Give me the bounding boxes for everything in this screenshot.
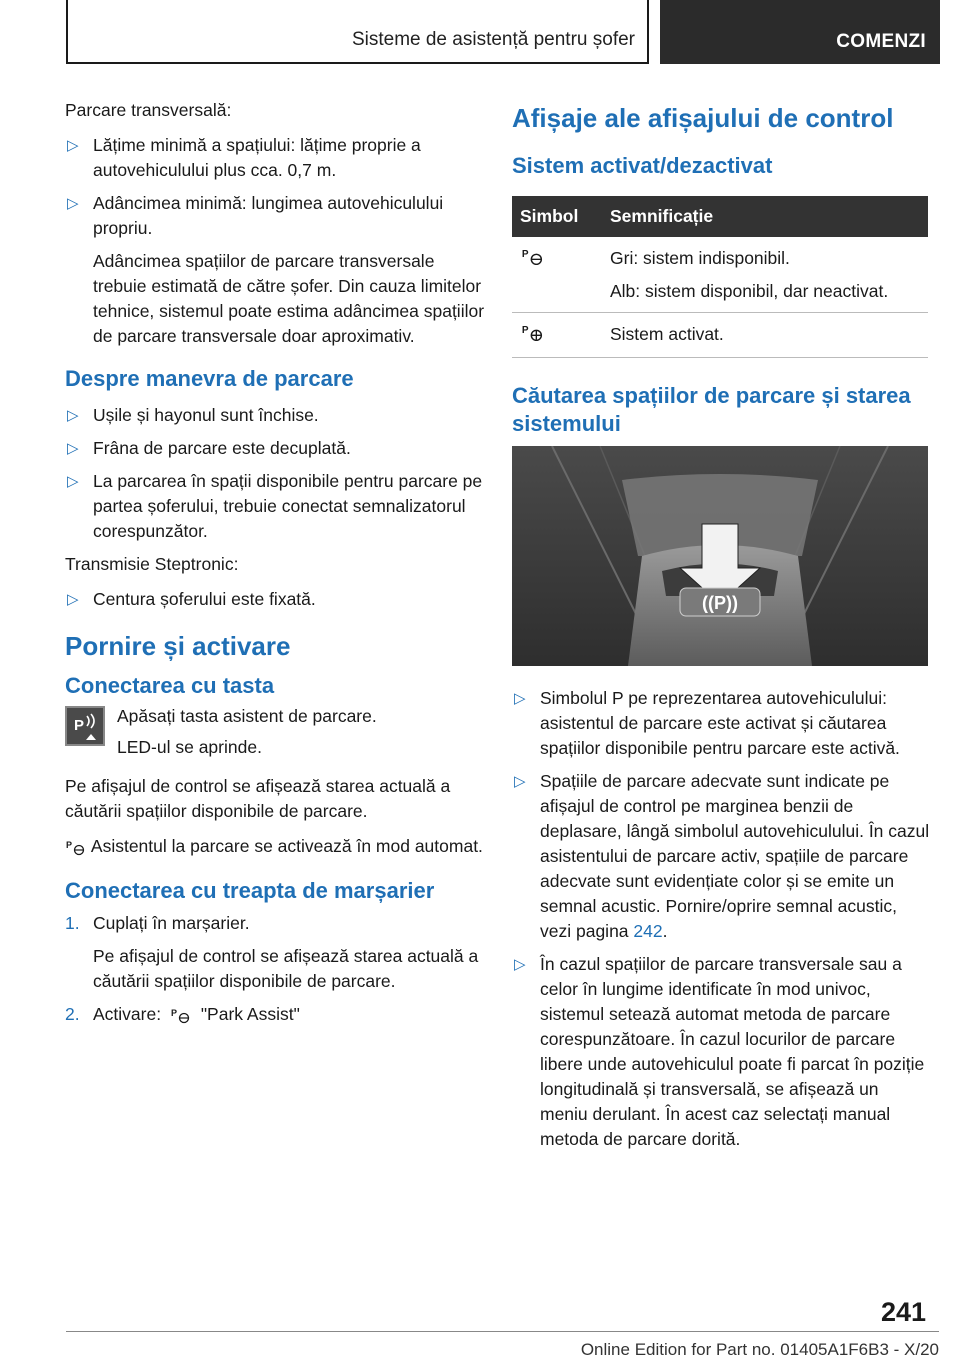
list-item: ▷ Spațiile de parcare adecvate sunt indicate pe afișajul de control pe marginea benzii de deplasare, lângă simbolul autovehiculului. În cazul asistentului de parcare activ, spațiile de parcare adecvate sunt evidențiate color și se emite un semnal acustic. Pornire/oprire semnal acustic, vezi pagina 242. (514, 771, 930, 941)
list-item: ▷ Simbolul P pe reprezentarea autovehiculului: asistentul de parcare este activat și căutarea spațiilor disponibile pentru parcare este activă. (514, 688, 900, 758)
list-item: 1. Cuplați în marșarier. Pe afișajul de control se afișează starea actuală a căutării spațiilor disponibile de parcare. (65, 913, 479, 991)
list-item: ▷ La parcarea în spații disponibile pentru parcare pe partea șoferului, trebuie conectat semnalizatorul corespunzător. (67, 471, 483, 541)
svg-text:P: P (74, 717, 85, 734)
page-number: 241 (880, 1297, 926, 1327)
steptronic-label: Transmisie Steptronic: (65, 554, 239, 574)
triangle-bullet-icon: ▷ (67, 440, 79, 457)
svg-text:P: P (66, 840, 73, 850)
table-row: P Gri: sistem indisponibil. Alb: sistem disponibil, dar neactivat. (512, 237, 928, 313)
triangle-bullet-icon: ▷ (67, 137, 79, 154)
heading-cautarea: Căutarea spațiilor de parcare și starea sistemului (512, 383, 911, 436)
right-column (512, 102, 930, 1160)
heading-treapta: Conectarea cu treapta de marșarier (65, 878, 435, 903)
tasta-line1: Apăsați tasta asistent de parcare. (117, 706, 377, 726)
symbol-table (512, 196, 928, 358)
list-item: ▷ Lățime minimă a spațiului: lățime proprie a autovehiculului plus cca. 0,7 m. (67, 135, 421, 180)
svg-text:P: P (170, 1008, 177, 1018)
header-chapter (660, 0, 940, 64)
heading-tasta: Conectarea cu tasta (65, 673, 275, 698)
header-section-title: Sisteme de asistență pentru șofer (351, 29, 635, 50)
table-header-semnificatie: Semnificație (602, 196, 928, 237)
heading-afisaje: Afișaje ale afișajului de control (512, 103, 894, 133)
table-header-simbol: Simbol (512, 196, 602, 237)
left-column (65, 98, 485, 1035)
list-item: ▷ Centura șoferului este fixată. (65, 587, 485, 612)
list-item: 2. Activare: P "Park Assist" (65, 1004, 300, 1024)
depth-note: Adâncimea spațiilor de parcare transversale trebuie estimată de către șofer. Din cauza limitelor tehnice, sistemul poate estima adâncimea spațiilor de parcare transversale doar aproximativ. (93, 251, 485, 346)
bullet-list-manevra (65, 403, 485, 544)
tasta-line2: LED-ul se aprinde. (117, 737, 262, 757)
park-assist-button-icon (65, 706, 105, 746)
parking-search-illustration (512, 446, 928, 666)
svg-text:((P)): ((P)) (702, 593, 738, 613)
intro-text: Parcare transversală: (65, 100, 232, 120)
table-row: P Sistem activat. (512, 313, 928, 358)
heading-sistem: Sistem activat/dezactivat (512, 153, 773, 178)
park-assist-active-icon (520, 322, 546, 342)
display-text: Pe afișajul de control se afișează starea actuală a căutării spațiilor disponibile de parcare. (65, 776, 451, 821)
park-assist-icon (520, 246, 546, 266)
heading-pornire: Pornire și activare (65, 631, 291, 661)
list-item: ▷ Adâncimea minimă: lungimea autovehiculului propriu. (67, 193, 444, 238)
svg-text:P: P (521, 325, 529, 337)
triangle-bullet-icon: ▷ (514, 956, 526, 973)
bullet-list-status (512, 686, 930, 1152)
svg-text:P: P (521, 249, 529, 261)
list-item: ▷ În cazul spațiilor de parcare transversale sau a celor în lungime identificate în mod univoc, sistemul setează automat metoda de parcare corespunzătoare. În cazul locurilor de parcare libere unde autovehiculul poate fi parcat în poziție longitudinală și transversală, se afișează un meniu derulant. În acest caz selectați manual metoda de parcare dorită. (514, 954, 925, 1149)
list-item: ▷ Ușile și hayonul sunt închise. (65, 403, 485, 428)
edition-text: Online Edition for Part no. 01405A1F6B3 - X/20 (580, 1340, 939, 1359)
bullet-list-steptronic (65, 587, 485, 612)
park-assist-icon (65, 838, 87, 856)
park-assist-icon (170, 1006, 192, 1024)
triangle-bullet-icon: ▷ (67, 195, 79, 212)
steps-list (65, 911, 485, 1027)
triangle-bullet-icon: ▷ (514, 773, 526, 790)
header-section (66, 0, 649, 64)
triangle-bullet-icon: ▷ (67, 407, 79, 424)
auto-activation-text: P Asistentul la parcare se activează în mod automat. (66, 836, 483, 856)
triangle-bullet-icon: ▷ (67, 473, 79, 490)
page-link[interactable]: 242 (633, 921, 663, 941)
footer-edition (66, 1331, 939, 1360)
heading-manevra: Despre manevra de parcare (65, 366, 354, 391)
header-chapter-title: COMENZI (836, 31, 926, 52)
list-item: ▷ Frâna de parcare este decuplată. (65, 436, 485, 461)
bullet-list-parking (65, 133, 485, 241)
triangle-bullet-icon: ▷ (67, 591, 79, 608)
triangle-bullet-icon: ▷ (514, 690, 526, 707)
